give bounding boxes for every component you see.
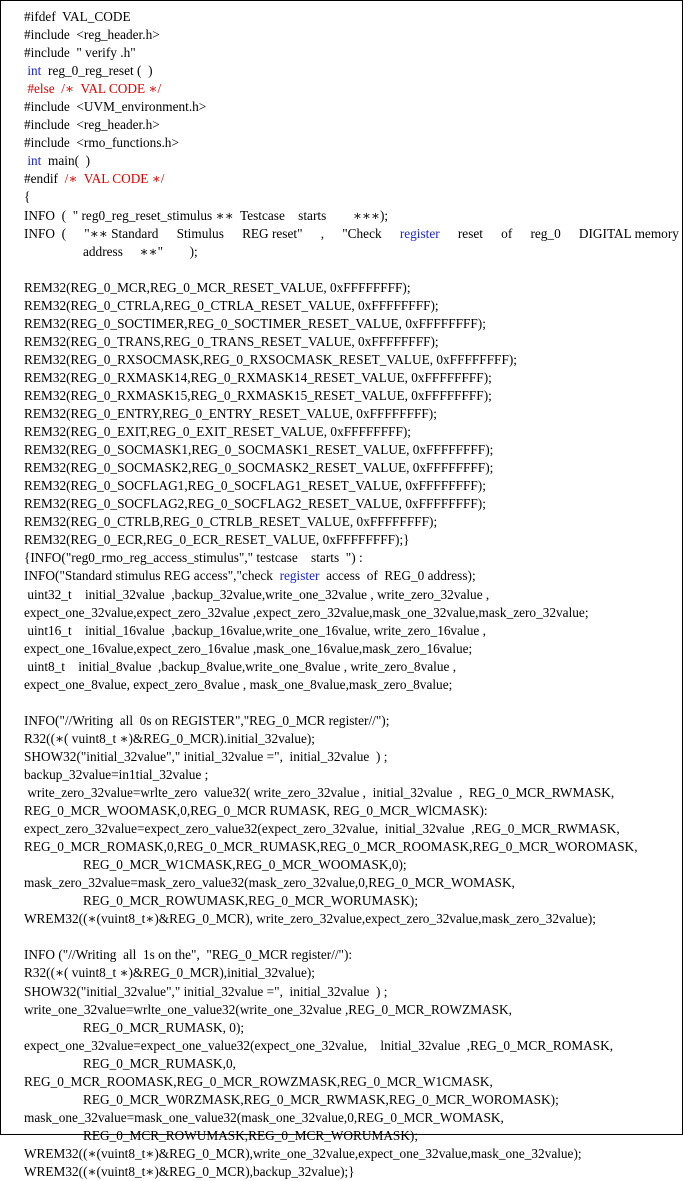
write-one-line (24, 1037, 679, 1055)
code-token: REM32(REG_0_SOCFLAG2,REG_0_SOCFLAG2_RESET_VALUE, 0xFFFFFFFF); (24, 496, 486, 512)
write-one-line (24, 1091, 679, 1109)
rem32-line (24, 441, 679, 459)
code-token: REG_0_MCR_W1CMASK,REG_0_MCR_WOOMASK,0); (83, 857, 407, 873)
code-token: expect_one_32value,expect_zero_32value ,expect_zero_32value,mask_one_32value,mask_zero_32value; (24, 604, 589, 620)
code-token: SHOW32("initial_32value"," initial_32value =", initial_32value ) ; (24, 748, 388, 764)
write-zero-line (24, 838, 679, 856)
code-token: REM32(REG_0_SOCMASK1,REG_0_SOCMASK1_RESET_VALUE, 0xFFFFFFFF); (24, 442, 494, 458)
write-one-line (24, 946, 679, 964)
info-reset-continuation (24, 243, 679, 261)
rem32-line (24, 297, 679, 315)
info-standard-line (24, 567, 679, 585)
write-zero-line (24, 712, 679, 730)
write-zero-line (24, 748, 679, 766)
comment: /∗ VAL CODE ∗/ (54, 81, 162, 97)
write-one-line (24, 983, 679, 1001)
rem32-line (24, 315, 679, 333)
declaration-line (24, 586, 679, 604)
code-token: #endif (24, 171, 58, 187)
header-line (24, 80, 679, 98)
rem32-line (24, 495, 679, 513)
code-token: WREM32((∗(vuint8_t∗)&REG_0_MCR), write_zero_32value,expect_zero_32value,mask_zero_32value); (24, 911, 596, 927)
rem32-line (24, 477, 679, 495)
header-line (24, 152, 679, 170)
code-token: REG_0_MCR_WOOMASK,0,REG_0_MCR RUMASK, REG_0_MCR_WlCMASK): (24, 803, 488, 819)
code-token: REM32(REG_0_TRANS,REG_0_TRANS_RESET_VALUE, 0xFFFFFFFF); (24, 333, 439, 349)
blank-line (24, 694, 679, 712)
declaration-line (24, 622, 679, 640)
code-token: REM32(REG_0_EXIT,REG_0_EXIT_RESET_VALUE, 0xFFFFFFFF); (24, 424, 411, 440)
declaration-line (24, 640, 679, 658)
code-token: REM32(REG_0_RXSOCMASK,REG_0_RXSOCMASK_RESET_VALUE, 0xFFFFFFFF); (24, 351, 517, 367)
write-one-line (24, 1109, 679, 1127)
code-token: write_zero_32value=wrlte_zero value32( write_zero_32value , initial_32value , REG_0_MCR_RWMASK, (24, 785, 615, 801)
code-token: "∗∗ Standard (84, 225, 159, 241)
code-token: backup_32value=in1tial_32value ; (24, 766, 209, 782)
code-token: REM32(REG_0_RXMASK14,REG_0_RXMASK14_RESET_VALUE, 0xFFFFFFFF); (24, 369, 492, 385)
write-zero-line (24, 892, 679, 910)
code-token: REG_0_MCR_ROMASK,0,REG_0_MCR_RUMASK,REG_0_MCR_ROOMASK,REG_0_MCR_WOROMASK, (24, 839, 638, 855)
rem32-line (24, 513, 679, 531)
code-token: SHOW32("initial_32value"," initial_32value =", initial_32value ) ; (24, 983, 388, 999)
header-line (24, 8, 679, 26)
code-token: , (320, 225, 325, 241)
code-token: #include <reg_header.h> (24, 27, 160, 43)
code-token: uint8_t initial_8value ,backup_8value,write_one_8value , write_zero_8value , (24, 658, 457, 674)
blank-line (24, 261, 679, 279)
code-token: reg_0_reg_reset ( ) (41, 63, 153, 79)
code-token: REM32(REG_0_SOCTIMER,REG_0_SOCTIMER_RESET_VALUE, 0xFFFFFFFF); (24, 315, 486, 331)
keyword: int (27, 63, 42, 79)
code-token: REM32(REG_0_CTRLA,REG_0_CTRLA_RESET_VALUE, 0xFFFFFFFF); (24, 297, 439, 313)
write-one-line (24, 1145, 679, 1163)
code-token: REG_0_MCR_RUMASK, 0); (83, 1019, 245, 1035)
write-zero-line (24, 820, 679, 838)
rem32-line (24, 423, 679, 441)
write-zero-line (24, 784, 679, 802)
code-token: reg_0 (530, 225, 561, 241)
code-token: uint16_t initial_16value ,backup_16value,write_one_16value, write_zero_16value , (24, 622, 486, 638)
code-token: address ∗∗" ); (83, 243, 198, 259)
header-line (24, 44, 679, 62)
header-line (24, 188, 679, 206)
code-token: REM32(REG_0_ECR,REG_0_ECR_RESET_VALUE, 0xFFFFFFFF);} (24, 532, 410, 548)
declaration-line (24, 676, 679, 694)
header-line (24, 62, 679, 80)
code-token: main( ) (41, 153, 91, 169)
code-token: #include <rmo_functions.h> (24, 135, 179, 151)
write-zero-line (24, 910, 679, 928)
code-token: REM32(REG_0_RXMASK15,REG_0_RXMASK15_RESET_VALUE, 0xFFFFFFFF); (24, 387, 492, 403)
code-token: REG reset" (242, 225, 303, 241)
write-one-line (24, 1019, 679, 1037)
rem32-line (24, 351, 679, 369)
info-rmo-line (24, 549, 679, 567)
write-zero-line (24, 766, 679, 784)
code-token: DIGITAL memory (578, 225, 679, 241)
code-token: write_one_32value=wrlte_one_value32(write_one_32value ,REG_0_MCR_ROWZMASK, (24, 1001, 512, 1017)
code-token: REM32(REG_0_SOCFLAG1,REG_0_SOCFLAG1_RESET_VALUE, 0xFFFFFFFF); (24, 478, 486, 494)
header-line (24, 116, 679, 134)
declaration-line (24, 658, 679, 676)
keyword: register (399, 225, 440, 241)
write-zero-line (24, 874, 679, 892)
code-token: REM32(REG_0_ENTRY,REG_0_ENTRY_RESET_VALUE, 0xFFFFFFFF); (24, 406, 437, 422)
info-reset-line (24, 225, 679, 243)
write-one-line (24, 1127, 679, 1145)
code-token: of (501, 225, 513, 241)
code-token: mask_one_32value=mask_one_value32(mask_one_32value,0,REG_0_MCR_WOMASK, (24, 1109, 504, 1125)
code-token: "Check (342, 225, 382, 241)
code-token: INFO("Standard stimulus REG access","check (24, 568, 280, 584)
code-token: REG_0_MCR_ROWUMASK,REG_0_MCR_WORUMASK); (83, 893, 419, 909)
rem32-line (24, 369, 679, 387)
code-token: expect_one_8value, expect_zero_8value , mask_one_8value,mask_zero_8value; (24, 676, 453, 692)
header-line (24, 98, 679, 116)
code-token: REM32(REG_0_CTRLB,REG_0_CTRLB_RESET_VALUE, 0xFFFFFFFF); (24, 514, 438, 530)
code-token: REG_0_MCR_ROWUMASK,REG_0_MCR_WORUMASK); (83, 1127, 419, 1143)
code-token: #include <UVM_environment.h> (24, 99, 207, 115)
code-token: INFO("//Writing all 0s on REGISTER","REG_0_MCR register//"); (24, 712, 390, 728)
declaration-line (24, 604, 679, 622)
write-one-line (24, 1163, 679, 1181)
rem32-line (24, 531, 679, 549)
code-token: R32((∗( vuint8_t ∗)&REG_0_MCR).initial_32value); (24, 730, 316, 746)
code-token: Stimulus (176, 225, 224, 241)
header-line (24, 26, 679, 44)
rem32-line (24, 387, 679, 405)
code-token: R32((∗( vuint8_t ∗)&REG_0_MCR),initial_32value); (24, 965, 316, 981)
write-one-line (24, 1055, 679, 1073)
rem32-line (24, 333, 679, 351)
code-token: expect_zero_32value=expect_zero_value32(expect_zero_32value, initial_32value ,REG_0_MCR_RWMASK, (24, 821, 620, 837)
comment: /∗ VAL CODE ∗/ (57, 171, 165, 187)
header-line (24, 207, 679, 225)
keyword: int (27, 153, 42, 169)
code-token: #ifdef VAL_CODE (24, 9, 131, 24)
code-token: INFO ( " reg0_reg_reset_stimulus ∗∗ Testcase starts ∗∗∗); (24, 207, 389, 223)
code-token: REG_0_MCR_W0RZMASK,REG_0_MCR_RWMASK,REG_0_MCR_WOROMASK); (83, 1091, 559, 1107)
code-token: { (24, 189, 31, 205)
write-zero-line (24, 802, 679, 820)
rem32-line (24, 405, 679, 423)
code-token: uint32_t initial_32value ,backup_32value,write_one_32value , write_zero_32value , (24, 586, 490, 602)
code-token: #include " verify .h" (24, 45, 136, 61)
code-token: expect_one_32value=expect_one_value32(expect_one_32value, lnitial_32value ,REG_0_MCR_ROMASK, (24, 1037, 614, 1053)
code-token: REM32(REG_0_MCR,REG_0_MCR_RESET_VALUE, 0xFFFFFFFF); (24, 279, 411, 295)
write-zero-line (24, 856, 679, 874)
write-zero-line (24, 730, 679, 748)
code-token: reset (457, 225, 483, 241)
code-token: WREM32((∗(vuint8_t∗)&REG_0_MCR),backup_32value);} (24, 1164, 355, 1179)
rem32-line (24, 279, 679, 297)
code-token: INFO ( (24, 225, 67, 241)
keyword: #else (27, 81, 55, 97)
code-token: expect_one_16value,expect_zero_16value ,mask_one_16value,mask_zero_16value; (24, 640, 473, 656)
code-token: mask_zero_32value=mask_zero_value32(mask_zero_32value,0,REG_0_MCR_WOMASK, (24, 875, 515, 891)
keyword: register (279, 568, 320, 584)
code-token: REG_0_MCR_ROOMASK,REG_0_MCR_ROWZMASK,REG_0_MCR_W1CMASK, (24, 1073, 493, 1089)
write-one-line (24, 1073, 679, 1091)
code-token: #include <reg_header.h> (24, 117, 160, 133)
code-token: REM32(REG_0_SOCMASK2,REG_0_SOCMASK2_RESET_VALUE, 0xFFFFFFFF); (24, 460, 494, 476)
rem32-line (24, 459, 679, 477)
write-one-line (24, 964, 679, 982)
blank-line (24, 928, 679, 946)
code-listing (24, 8, 679, 1181)
code-token: access of REG_0 address); (319, 568, 476, 584)
code-token: INFO ("//Writing all 1s on the", "REG_0_MCR register//"): (24, 947, 353, 963)
write-one-line (24, 1001, 679, 1019)
header-line (24, 134, 679, 152)
header-line (24, 170, 679, 188)
code-token: WREM32((∗(vuint8_t∗)&REG_0_MCR),write_one_32value,expect_one_32value,mask_one_32value); (24, 1145, 582, 1161)
code-token: {INFO("reg0_rmo_reg_access_stimulus"," testcase starts ") : (24, 550, 363, 566)
code-token: REG_0_MCR_RUMASK,0, (83, 1055, 236, 1071)
